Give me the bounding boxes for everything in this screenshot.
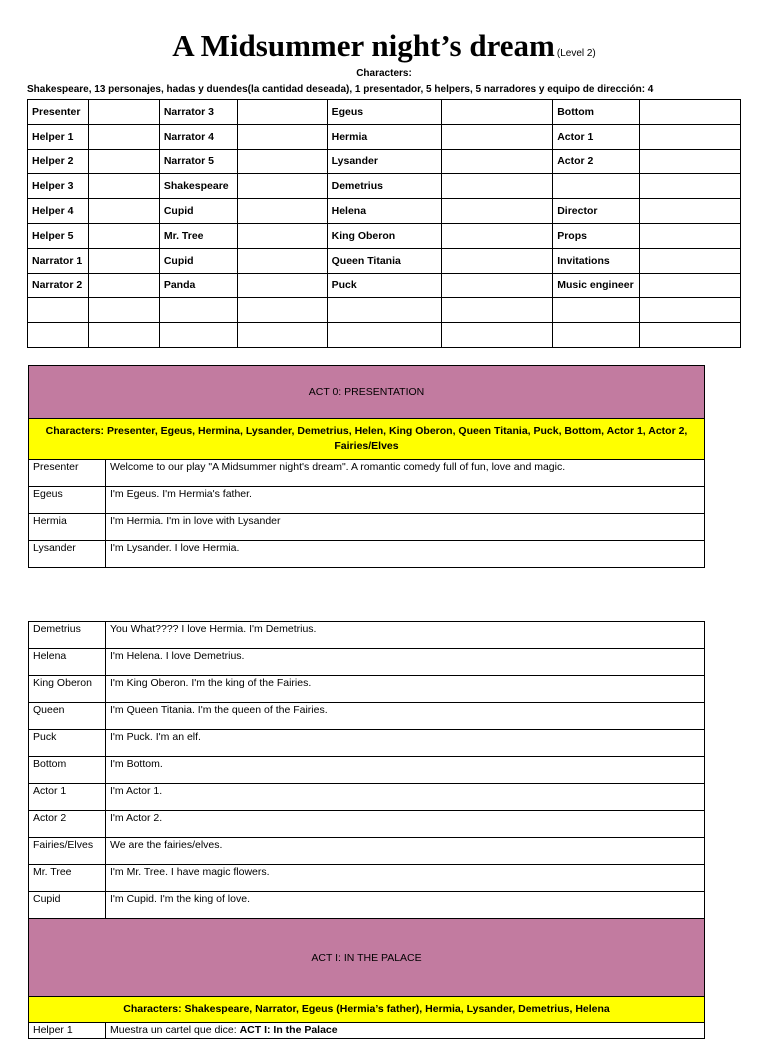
speaker-name: Queen bbox=[29, 703, 106, 730]
role-assignee-cell bbox=[237, 174, 327, 199]
role-assignee-cell bbox=[640, 174, 741, 199]
role-assignee-cell bbox=[88, 323, 159, 348]
dialogue-text: I'm King Oberon. I'm the king of the Fairies. bbox=[106, 676, 705, 703]
role-assignee-cell bbox=[88, 124, 159, 149]
role-name-cell: Helper 1 bbox=[28, 124, 89, 149]
role-assignee-cell bbox=[88, 298, 159, 323]
role-assignee-cell bbox=[640, 248, 741, 273]
speaker-name: Presenter bbox=[29, 460, 106, 487]
role-assignee-cell bbox=[442, 298, 553, 323]
dialogue-row bbox=[29, 622, 705, 649]
role-assignee-cell bbox=[88, 273, 159, 298]
role-assignee-cell bbox=[237, 323, 327, 348]
role-name-cell: Helper 4 bbox=[28, 199, 89, 224]
dialogue-row bbox=[29, 811, 705, 838]
role-assignee-cell bbox=[88, 248, 159, 273]
dialogue-row bbox=[29, 649, 705, 676]
role-name-cell: Egeus bbox=[327, 100, 442, 125]
act-title: ACT 0: PRESENTATION bbox=[29, 366, 705, 419]
dialogue-text: I'm Puck. I'm an elf. bbox=[106, 730, 705, 757]
role-name-cell: Narrator 5 bbox=[159, 149, 237, 174]
dialogue-row bbox=[29, 1023, 705, 1039]
role-assignee-cell bbox=[640, 199, 741, 224]
role-name-cell: Director bbox=[553, 199, 640, 224]
role-assignee-cell bbox=[88, 223, 159, 248]
role-name-cell: Props bbox=[553, 223, 640, 248]
roles-row bbox=[28, 248, 741, 273]
role-assignee-cell bbox=[640, 124, 741, 149]
role-name-cell bbox=[553, 323, 640, 348]
role-assignee-cell bbox=[442, 174, 553, 199]
dialogue-row bbox=[29, 460, 705, 487]
level-label: (Level 2) bbox=[556, 48, 596, 59]
roles-row bbox=[28, 100, 741, 125]
dialogue-text: I'm Helena. I love Demetrius. bbox=[106, 649, 705, 676]
role-name-cell: Shakespeare bbox=[159, 174, 237, 199]
speaker-name: Actor 2 bbox=[29, 811, 106, 838]
roles-row bbox=[28, 273, 741, 298]
role-name-cell: Narrator 3 bbox=[159, 100, 237, 125]
dialogue-row bbox=[29, 892, 705, 919]
speaker-name: Helena bbox=[29, 649, 106, 676]
dialogue-row bbox=[29, 757, 705, 784]
role-name-cell bbox=[28, 323, 89, 348]
role-assignee-cell bbox=[237, 298, 327, 323]
roles-row bbox=[28, 223, 741, 248]
roles-table bbox=[27, 99, 741, 348]
act0-script-table bbox=[28, 365, 705, 568]
role-name-cell: Narrator 4 bbox=[159, 124, 237, 149]
role-name-cell: Helena bbox=[327, 199, 442, 224]
roles-row bbox=[28, 174, 741, 199]
speaker-name: Hermia bbox=[29, 514, 106, 541]
dialogue-row bbox=[29, 514, 705, 541]
speaker-name: Helper 1 bbox=[29, 1023, 106, 1039]
document-title-row bbox=[0, 28, 768, 64]
role-name-cell: Music engineer bbox=[553, 273, 640, 298]
speaker-name: Fairies/Elves bbox=[29, 838, 106, 865]
role-name-cell: Queen Titania bbox=[327, 248, 442, 273]
dialogue-row bbox=[29, 838, 705, 865]
roles-row bbox=[28, 199, 741, 224]
role-name-cell: King Oberon bbox=[327, 223, 442, 248]
speaker-name: Egeus bbox=[29, 487, 106, 514]
role-name-cell: Helper 5 bbox=[28, 223, 89, 248]
dialogue-text: I'm Mr. Tree. I have magic flowers. bbox=[106, 865, 705, 892]
role-assignee-cell bbox=[442, 273, 553, 298]
roles-row bbox=[28, 124, 741, 149]
role-name-cell: Demetrius bbox=[327, 174, 442, 199]
role-name-cell bbox=[28, 298, 89, 323]
characters-summary: Shakespeare, 13 personajes, hadas y duendes(la cantidad deseada), 1 presentador, 5 helpers, 5 narradores y equipo de dirección: 4 bbox=[27, 84, 654, 95]
role-name-cell: Cupid bbox=[159, 199, 237, 224]
role-name-cell: Bottom bbox=[553, 100, 640, 125]
role-name-cell: Cupid bbox=[159, 248, 237, 273]
dialogue-row bbox=[29, 730, 705, 757]
dialogue-text-bold: ACT I: In the Palace bbox=[239, 1024, 338, 1036]
role-name-cell: Lysander bbox=[327, 149, 442, 174]
dialogue-text bbox=[106, 1023, 705, 1039]
dialogue-text-prefix: Muestra un cartel que dice: bbox=[110, 1024, 240, 1036]
act-characters-row bbox=[29, 997, 705, 1023]
dialogue-row bbox=[29, 541, 705, 568]
role-assignee-cell bbox=[237, 248, 327, 273]
dialogue-text: Welcome to our play "A Midsummer night's dream". A romantic comedy full of fun, love and magic. bbox=[106, 460, 705, 487]
role-assignee-cell bbox=[442, 223, 553, 248]
role-name-cell: Puck bbox=[327, 273, 442, 298]
role-assignee-cell bbox=[442, 199, 553, 224]
speaker-name: Lysander bbox=[29, 541, 106, 568]
role-assignee-cell bbox=[640, 223, 741, 248]
role-assignee-cell bbox=[88, 149, 159, 174]
role-assignee-cell bbox=[442, 149, 553, 174]
dialogue-text: I'm Hermia. I'm in love with Lysander bbox=[106, 514, 705, 541]
role-assignee-cell bbox=[442, 100, 553, 125]
role-assignee-cell bbox=[237, 223, 327, 248]
dialogue-row bbox=[29, 703, 705, 730]
dialogue-text: I'm Cupid. I'm the king of love. bbox=[106, 892, 705, 919]
role-name-cell bbox=[159, 323, 237, 348]
role-name-cell: Presenter bbox=[28, 100, 89, 125]
dialogue-text: I'm Actor 2. bbox=[106, 811, 705, 838]
role-assignee-cell bbox=[237, 149, 327, 174]
role-assignee-cell bbox=[442, 124, 553, 149]
role-name-cell bbox=[159, 298, 237, 323]
role-assignee-cell bbox=[442, 323, 553, 348]
role-name-cell: Invitations bbox=[553, 248, 640, 273]
speaker-name: Cupid bbox=[29, 892, 106, 919]
act-header-row bbox=[29, 919, 705, 997]
role-assignee-cell bbox=[88, 174, 159, 199]
document-title: A Midsummer night’s dream bbox=[172, 28, 555, 63]
speaker-name: Actor 1 bbox=[29, 784, 106, 811]
act-characters: Characters: Shakespeare, Narrator, Egeus (Hermia’s father), Hermia, Lysander, Demetrius, Helena bbox=[29, 997, 705, 1023]
role-name-cell: Helper 3 bbox=[28, 174, 89, 199]
act0-continued-script-table bbox=[28, 621, 705, 1039]
role-assignee-cell bbox=[88, 100, 159, 125]
act-characters: Characters: Presenter, Egeus, Hermina, Lysander, Demetrius, Helen, King Oberon, Queen Titania, Puck, Bottom, Actor 1, Actor 2, Fairies/Elves bbox=[29, 419, 705, 460]
role-assignee-cell bbox=[237, 124, 327, 149]
dialogue-row bbox=[29, 865, 705, 892]
dialogue-text: I'm Bottom. bbox=[106, 757, 705, 784]
dialogue-text: I'm Egeus. I'm Hermia's father. bbox=[106, 487, 705, 514]
role-assignee-cell bbox=[640, 100, 741, 125]
speaker-name: Demetrius bbox=[29, 622, 106, 649]
role-assignee-cell bbox=[237, 100, 327, 125]
dialogue-text: I'm Queen Titania. I'm the queen of the Fairies. bbox=[106, 703, 705, 730]
role-assignee-cell bbox=[640, 323, 741, 348]
role-name-cell: Actor 1 bbox=[553, 124, 640, 149]
speaker-name: Bottom bbox=[29, 757, 106, 784]
role-name-cell: Narrator 1 bbox=[28, 248, 89, 273]
role-assignee-cell bbox=[640, 273, 741, 298]
act-header-row bbox=[29, 366, 705, 419]
dialogue-text: I'm Lysander. I love Hermia. bbox=[106, 541, 705, 568]
role-name-cell bbox=[553, 174, 640, 199]
dialogue-text: You What???? I love Hermia. I'm Demetrius. bbox=[106, 622, 705, 649]
act-characters-row bbox=[29, 419, 705, 460]
role-assignee-cell bbox=[88, 199, 159, 224]
roles-row bbox=[28, 149, 741, 174]
roles-row bbox=[28, 323, 741, 348]
role-name-cell: Panda bbox=[159, 273, 237, 298]
dialogue-row bbox=[29, 676, 705, 703]
characters-heading: Characters: bbox=[356, 68, 412, 79]
speaker-name: Puck bbox=[29, 730, 106, 757]
speaker-name: Mr. Tree bbox=[29, 865, 106, 892]
role-name-cell: Narrator 2 bbox=[28, 273, 89, 298]
role-name-cell bbox=[327, 298, 442, 323]
roles-row bbox=[28, 298, 741, 323]
dialogue-text: We are the fairies/elves. bbox=[106, 838, 705, 865]
dialogue-row bbox=[29, 487, 705, 514]
role-name-cell: Actor 2 bbox=[553, 149, 640, 174]
role-assignee-cell bbox=[640, 298, 741, 323]
role-assignee-cell bbox=[640, 149, 741, 174]
role-name-cell: Hermia bbox=[327, 124, 442, 149]
dialogue-text: I'm Actor 1. bbox=[106, 784, 705, 811]
role-name-cell: Mr. Tree bbox=[159, 223, 237, 248]
dialogue-row bbox=[29, 784, 705, 811]
role-assignee-cell bbox=[237, 273, 327, 298]
act-title: ACT I: IN THE PALACE bbox=[29, 919, 705, 997]
role-name-cell: Helper 2 bbox=[28, 149, 89, 174]
speaker-name: King Oberon bbox=[29, 676, 106, 703]
role-assignee-cell bbox=[237, 199, 327, 224]
role-name-cell bbox=[553, 298, 640, 323]
role-name-cell bbox=[327, 323, 442, 348]
role-assignee-cell bbox=[442, 248, 553, 273]
